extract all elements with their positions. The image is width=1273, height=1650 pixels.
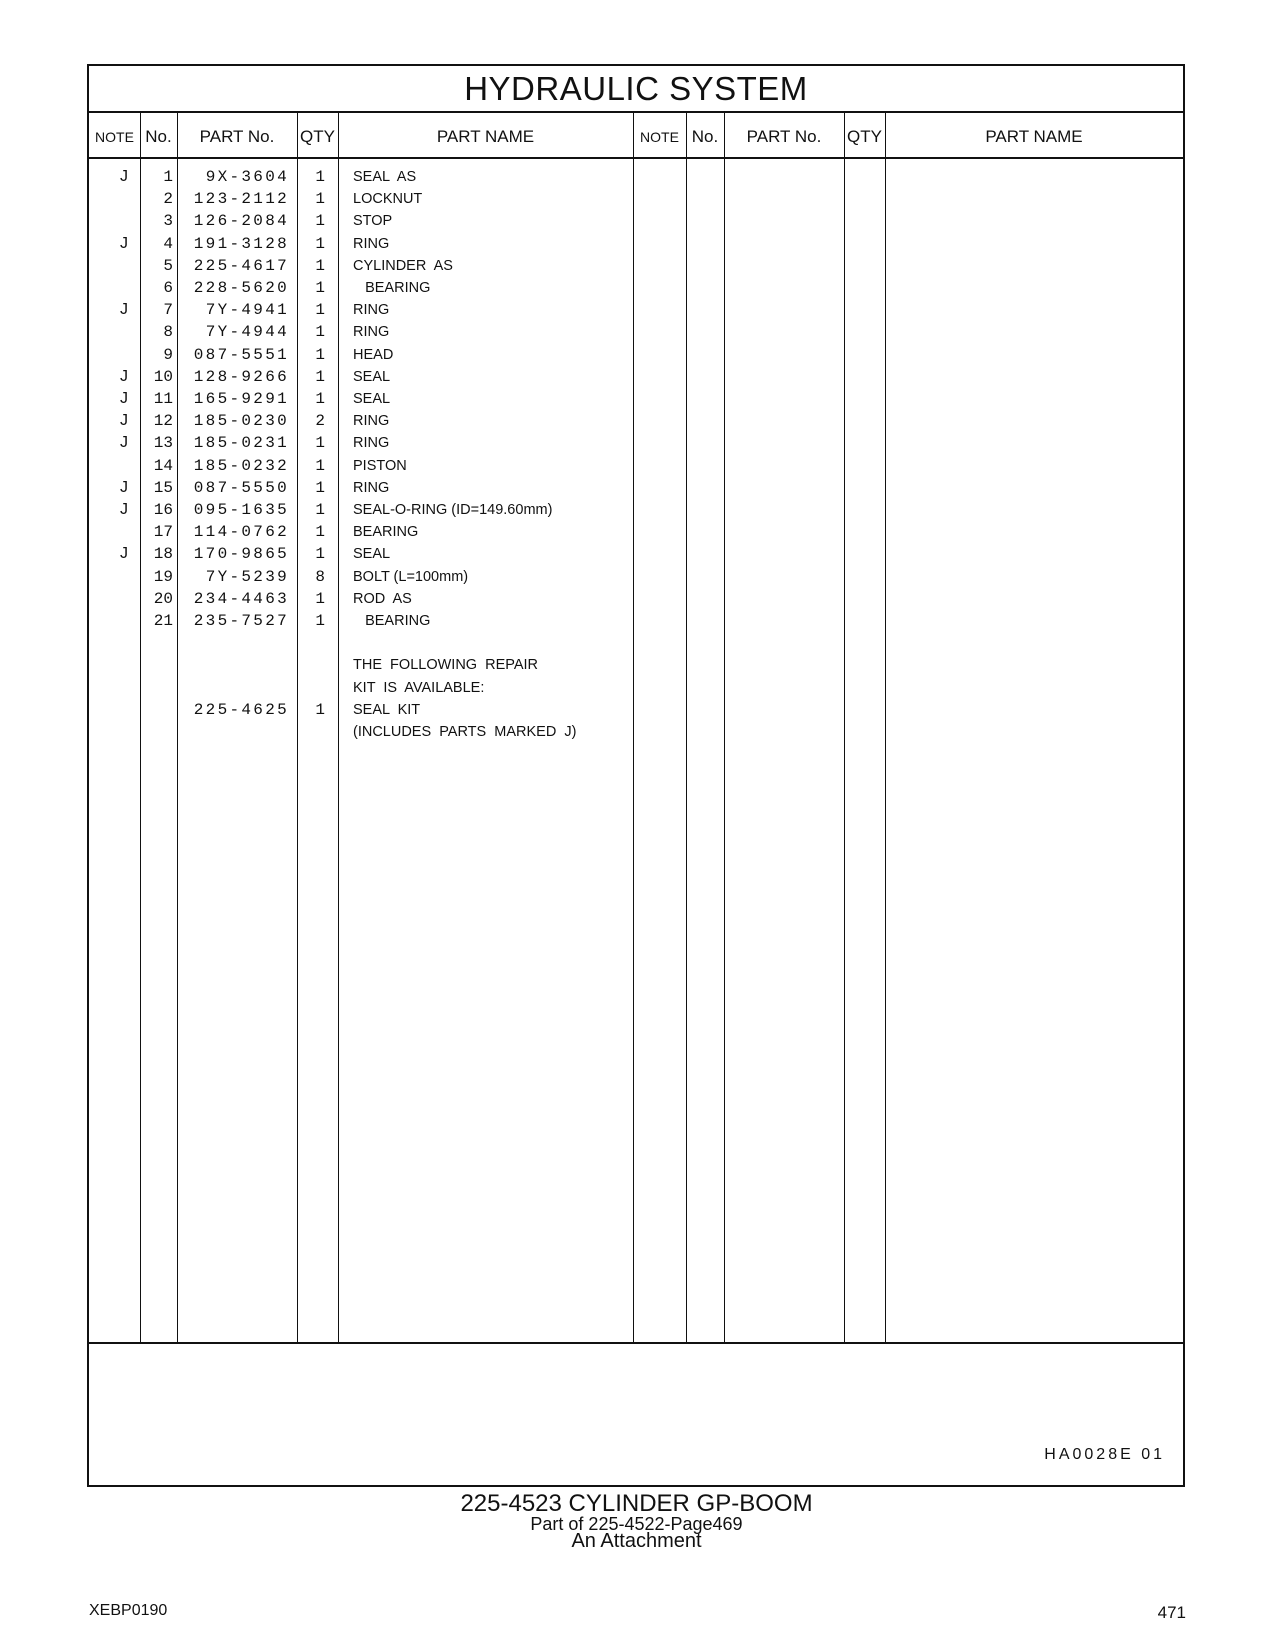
row-name: SEAL KIT [353, 701, 421, 718]
row-part: 7Y-4941 [205, 301, 289, 320]
row-part: 185-0232 [193, 456, 289, 475]
header-qty-right: QTY [847, 127, 882, 146]
row-note: J [120, 478, 128, 496]
row-no: 9 [163, 345, 173, 364]
row-qty: 1 [315, 434, 325, 453]
row-name: RING [353, 235, 390, 252]
row-name: CYLINDER AS [353, 257, 453, 274]
row-name: ROD AS [353, 590, 412, 607]
row-qty: 1 [315, 234, 325, 253]
title-divider [89, 111, 1183, 113]
row-note: J [120, 412, 128, 430]
row-part: 7Y-5239 [205, 567, 289, 586]
row-part: 095-1635 [193, 501, 289, 519]
col-divider [844, 113, 845, 1342]
row-qty [295, 721, 325, 743]
header-partname-left: PART NAME [436, 127, 535, 146]
row-qty [295, 677, 325, 699]
row-part: 087-5550 [193, 478, 289, 497]
row-qty: 1 [315, 301, 325, 320]
row-no: 16 [153, 501, 173, 519]
row-part: 228-5620 [193, 279, 289, 297]
row-no: 1 [163, 168, 173, 186]
row-no: 4 [163, 234, 173, 253]
row-qty: 1 [315, 256, 325, 275]
row-qty: 1 [315, 190, 325, 209]
row-note [113, 654, 135, 676]
row-name: SEAL AS [353, 169, 417, 185]
row-note [113, 321, 135, 343]
col-divider [177, 113, 178, 1342]
row-part: 234-4463 [193, 589, 289, 608]
row-note [113, 588, 135, 610]
row-name: SEAL [353, 546, 391, 563]
header-partno-right: PART No. [746, 127, 822, 146]
row-note: J [120, 168, 128, 185]
row-no: 20 [153, 589, 173, 608]
row-part: 170-9865 [193, 545, 289, 564]
row-qty: 1 [315, 168, 325, 186]
row-part: 9X-3604 [205, 168, 289, 186]
row-part: 191-3128 [193, 234, 289, 253]
row-part: 225-4625 [193, 700, 289, 719]
doc-id: XEBP0190 [89, 1602, 168, 1619]
caption-attachment: An Attachment [571, 1530, 702, 1552]
row-qty: 1 [315, 478, 325, 497]
row-no: 11 [153, 390, 173, 408]
row-part: 126-2084 [193, 212, 289, 231]
row-note [113, 699, 135, 721]
row-note: J [120, 434, 128, 452]
row-part: 225-4617 [193, 256, 289, 275]
row-qty: 1 [315, 501, 325, 519]
row-no [141, 654, 173, 676]
row-no [141, 632, 173, 654]
row-name: RING [353, 413, 390, 430]
form-code: HA0028E 01 [1044, 1446, 1165, 1463]
row-name: LOCKNUT [353, 191, 423, 208]
row-no [141, 699, 173, 721]
row-qty: 1 [315, 545, 325, 564]
row-note [113, 677, 135, 699]
header-note-right: NOTE [640, 129, 679, 145]
row-name: SEAL [353, 368, 391, 385]
row-name: RING [353, 479, 390, 496]
row-part: 114-0762 [193, 523, 289, 542]
row-name: BEARING [353, 280, 431, 296]
row-note [113, 255, 135, 277]
row-name: THE FOLLOWING REPAIR [353, 657, 539, 674]
row-name: (INCLUDES PARTS MARKED J) [353, 724, 577, 740]
section-title: HYDRAULIC SYSTEM [464, 70, 808, 107]
row-note: J [120, 390, 128, 407]
row-note [113, 610, 135, 632]
row-no: 3 [163, 212, 173, 231]
header-partname-right: PART NAME [985, 127, 1083, 146]
header-no-left: No. [145, 127, 172, 146]
header-qty-left: QTY [300, 127, 335, 146]
header-partno-left: PART No. [199, 127, 275, 146]
row-note [113, 455, 135, 477]
row-name: PISTON [353, 457, 407, 474]
caption-part-of: Part of 225-4522-Page469 [530, 1514, 743, 1534]
row-no: 15 [153, 478, 173, 497]
row-note: J [120, 234, 128, 252]
row-qty [295, 654, 325, 676]
row-part: 165-9291 [193, 390, 289, 408]
row-part [185, 632, 289, 654]
row-part: 123-2112 [193, 190, 289, 209]
row-qty: 1 [315, 612, 325, 630]
row-note [113, 632, 135, 654]
row-note: J [120, 301, 128, 319]
row-note: J [120, 501, 128, 518]
row-name: HEAD [353, 346, 394, 363]
row-qty: 1 [315, 279, 325, 297]
row-no: 17 [153, 523, 173, 542]
col-divider [686, 113, 687, 1342]
row-part: 185-0230 [193, 412, 289, 431]
row-no: 10 [153, 367, 173, 386]
col-divider [724, 113, 725, 1342]
row-no: 7 [163, 301, 173, 320]
row-qty: 1 [315, 456, 325, 475]
row-qty [295, 632, 325, 654]
row-note [113, 566, 135, 588]
row-note: J [120, 545, 128, 563]
row-part [185, 654, 289, 676]
row-qty: 1 [315, 323, 325, 342]
row-note [113, 344, 135, 366]
parts-table-frame [87, 64, 1185, 1487]
row-no: 14 [153, 456, 173, 475]
row-part: 087-5551 [193, 345, 289, 364]
page-number: 471 [1157, 1603, 1186, 1622]
row-part [185, 677, 289, 699]
row-qty: 2 [315, 412, 325, 431]
row-qty: 1 [315, 589, 325, 608]
row-no: 13 [153, 434, 173, 453]
row-name: RING [353, 435, 390, 452]
row-part: 235-7527 [193, 612, 289, 630]
row-qty: 1 [315, 700, 325, 719]
row-qty: 1 [315, 212, 325, 231]
row-name: KIT IS AVAILABLE: [353, 679, 485, 696]
row-name: SEAL-O-RING (ID=149.60mm) [353, 502, 553, 518]
row-name: RING [353, 324, 390, 341]
row-qty: 1 [315, 367, 325, 386]
header-note-left: NOTE [95, 129, 134, 145]
row-note [113, 721, 135, 743]
col-divider [885, 113, 886, 1342]
row-name: BEARING [353, 524, 419, 541]
row-qty: 1 [315, 390, 325, 408]
row-no [141, 677, 173, 699]
row-no: 6 [163, 279, 173, 297]
row-name: STOP [353, 213, 393, 230]
row-part [185, 721, 289, 743]
row-note [113, 210, 135, 232]
row-no: 18 [153, 545, 173, 564]
header-no-right: No. [691, 127, 719, 146]
caption-title: 225-4523 CYLINDER GP-BOOM [460, 1490, 813, 1517]
row-name: RING [353, 302, 390, 319]
row-name: BEARING [353, 613, 431, 629]
row-qty: 1 [315, 523, 325, 542]
row-name: SEAL [353, 391, 391, 407]
row-no: 21 [153, 612, 173, 630]
row-note [113, 521, 135, 543]
row-no: 5 [163, 256, 173, 275]
row-no: 2 [163, 190, 173, 209]
row-no: 19 [153, 567, 173, 586]
row-part: 7Y-4944 [205, 323, 289, 342]
row-no [141, 721, 173, 743]
row-qty: 1 [315, 345, 325, 364]
row-note: J [120, 367, 128, 385]
table-bottom-divider [89, 1342, 1183, 1344]
row-part: 128-9266 [193, 367, 289, 386]
row-name: BOLT (L=100mm) [353, 568, 469, 585]
row-qty: 8 [315, 567, 325, 586]
row-note [113, 277, 135, 299]
row-note [113, 188, 135, 210]
row-name [353, 632, 643, 654]
col-divider [338, 113, 339, 1342]
row-part: 185-0231 [193, 434, 289, 453]
row-no: 12 [153, 412, 173, 431]
row-no: 8 [163, 323, 173, 342]
